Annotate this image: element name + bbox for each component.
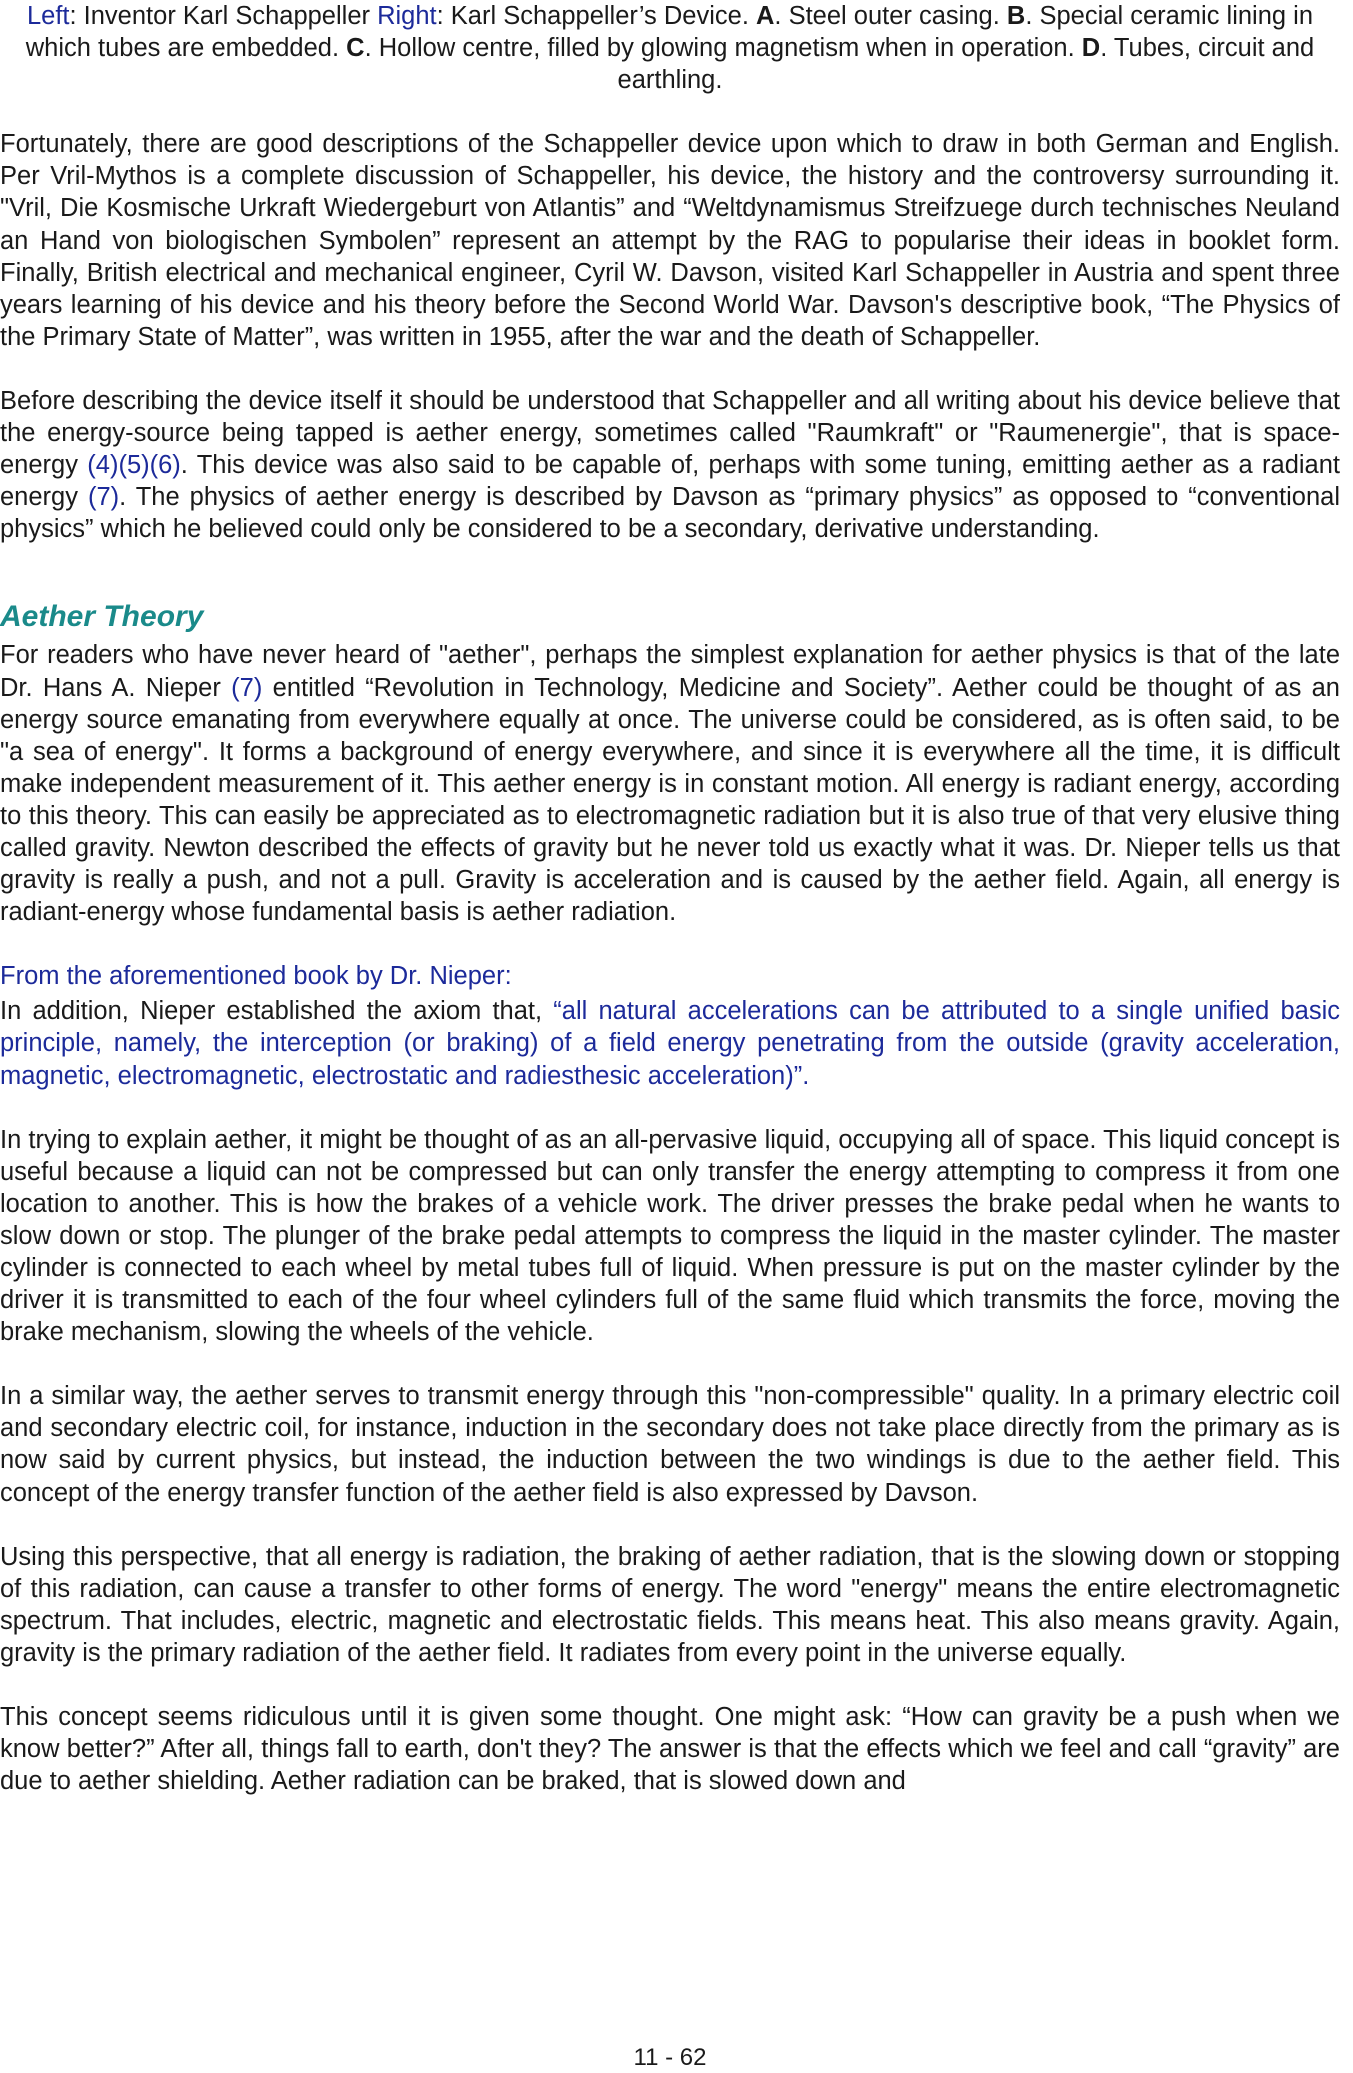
caption-letter-c: C xyxy=(346,34,365,63)
caption-letter-b: B xyxy=(1006,2,1026,30)
page-number: 11 - 62 xyxy=(633,2044,707,2071)
reference-link-7[interactable]: (7) xyxy=(87,483,120,512)
caption-right-text: : Karl Schappeller’s Device. xyxy=(436,2,756,30)
section-heading: Aether Theory xyxy=(0,600,204,634)
caption-left-label: Left xyxy=(26,2,70,30)
paragraph-aether-intro xyxy=(0,639,1340,928)
paragraph-energy-source-text-2: . This device was also said to be capable of, perhaps with some tuning, emitting aether as a radiant energy xyxy=(0,451,1340,512)
paragraph-aether-intro-text-2: entitled “Revolution in Technology, Medicine and Society”. Aether could be thought of as an energy source emanating from everywhere equally at once. The universe could be considered, as is often said, to be "a sea of energy". It forms a background of energy everywhere, and since it is everywhere all the time, it is difficult make independent measurement of it. This aether energy is in constant motion. All energy is radiant energy, according to this theory. This can easily be appreciated as to electromagnetic radiation but it is also true of that very elusive thing called gravity. Newton described the effects of gravity but he never told us exactly what it was. Dr. Nieper tells us that gravity is really a push, and not a pull. Gravity is acceleration and is caused by the aether field. Again, all energy is radiant-energy whose fundamental basis is aether radiation. xyxy=(0,673,1340,927)
caption-text-b: . Special ceramic lining in which tubes are embedded. xyxy=(25,2,1314,63)
reference-link-nieper-7[interactable]: (7) xyxy=(231,673,263,702)
paragraph-descriptions: Fortunately, there are good descriptions of the Schappeller device upon which to draw in both German and English. Per Vril-Mythos is a complete discussion of Schappeller, his device, the history and the controversy surrounding it. "Vril, Die Kosmische Urkraft Wiedergeburt von Atlantis” and “Weltdynamismus Streifzuege durch technisches Neuland an Hand von biologischen Symbolen” represent an attempt by the RAG to popularise their ideas in booklet form. Finally, British electrical and mechanical engineer, Cyril W. Davson, visited Karl Schappeller in Austria and spent three years learning of his device and his theory before the Second World War. Davson's descriptive book, “The Physics of the Primary State of Matter”, was written in 1955, after the war and the death of Schappeller. xyxy=(0,130,1340,351)
caption-right-label: Right xyxy=(377,2,437,30)
caption-letter-d: D xyxy=(1081,34,1101,63)
caption-left-text: : Inventor Karl Schappeller xyxy=(69,2,378,30)
reference-link-4-5-6[interactable]: (4)(5)(6) xyxy=(87,451,181,480)
paragraph-transmit-energy: In a similar way, the aether serves to transmit energy through this "non-compressible" quality. In a primary electric coil and secondary electric coil, for instance, induction in the secondary does not take place directly from the primary as is now said by current physics, but instead, the induction between the two windings is due to the aether field. This concept of the energy transfer function of the aether field is also expressed by Davson. xyxy=(0,1382,1340,1507)
paragraph-aether-intro-text-1: For readers who have never heard of "aether", perhaps the simplest explanation for aether physics is that of the late Dr. Hans A. Nieper xyxy=(0,641,1340,702)
nieper-quote: “all natural accelerations can be attributed to a single unified basic principle, namely, the interception (or braking) of a field energy penetrating from the outside (gravity acceleration, magnetic, electromagnetic, electrostatic and radiesthesic acceleration)”. xyxy=(0,997,1340,1090)
quote-introduction: From the aforementioned book by Dr. Nieper: xyxy=(0,962,512,991)
paragraph-radiation-braking: Using this perspective, that all energy is radiation, the braking of aether radiation, that is the slowing down or stopping of this radiation, can cause a transfer to other forms of energy. The word "energy" means the entire electromagnetic spectrum. That includes, electric, magnetic and electrostatic fields. This means heat. This also means gravity. Again, gravity is the primary radiation of the aether field. It radiates from every point in the universe equally. xyxy=(0,1542,1340,1667)
paragraph-gravity-push: This concept seems ridiculous until it is given some thought. One might ask: “How can gravity be a push when we know better?” After all, things fall to earth, don't they? The answer is that the effects which we feel and call “gravity” are due to aether shielding. Aether radiation can be braked, that is slowed down and xyxy=(0,1703,1340,1796)
paragraph-nieper-axiom xyxy=(0,995,1340,1091)
caption-text-a: . Steel outer casing. xyxy=(774,2,1007,30)
caption-text-c: . Hollow centre, filled by glowing magnetism when in operation. xyxy=(364,34,1082,63)
paragraph-energy-source-text-3: . The physics of aether energy is described by Davson as “primary physics” as opposed to “conventional physics” which he believed could only be considered to be a secondary, derivative understanding. xyxy=(0,483,1340,544)
caption-text-d: . Tubes, circuit and earthling. xyxy=(617,34,1315,95)
paragraph-energy-source-text-1: Before describing the device itself it should be understood that Schappeller and all writing about his device believe that the energy-source being tapped is aether energy, sometimes called "Raumkraft" or "Raumenergie", that is space-energy xyxy=(0,386,1340,480)
paragraph-nieper-axiom-text: In addition, Nieper established the axiom that, xyxy=(0,997,554,1026)
paragraph-liquid-analogy: In trying to explain aether, it might be thought of as an all-pervasive liquid, occupying all of space. This liquid concept is useful because a liquid can not be compressed but can only transfer the energy attempting to compress it from one location to another. This is how the brakes of a vehicle work. The driver presses the brake pedal when he wants to slow down or stop. The plunger of the brake pedal attempts to compress the liquid in the master cylinder. The master cylinder is connected to each wheel by metal tubes full of liquid. When pressure is put on the master cylinder by the driver it is transmitted to each of the four wheel cylinders full of the same fluid which transmits the force, moving the brake mechanism, slowing the wheels of the vehicle. xyxy=(0,1125,1340,1347)
caption-letter-a: A xyxy=(756,2,775,30)
figure-caption xyxy=(0,0,1340,96)
paragraph-energy-source xyxy=(0,385,1340,545)
